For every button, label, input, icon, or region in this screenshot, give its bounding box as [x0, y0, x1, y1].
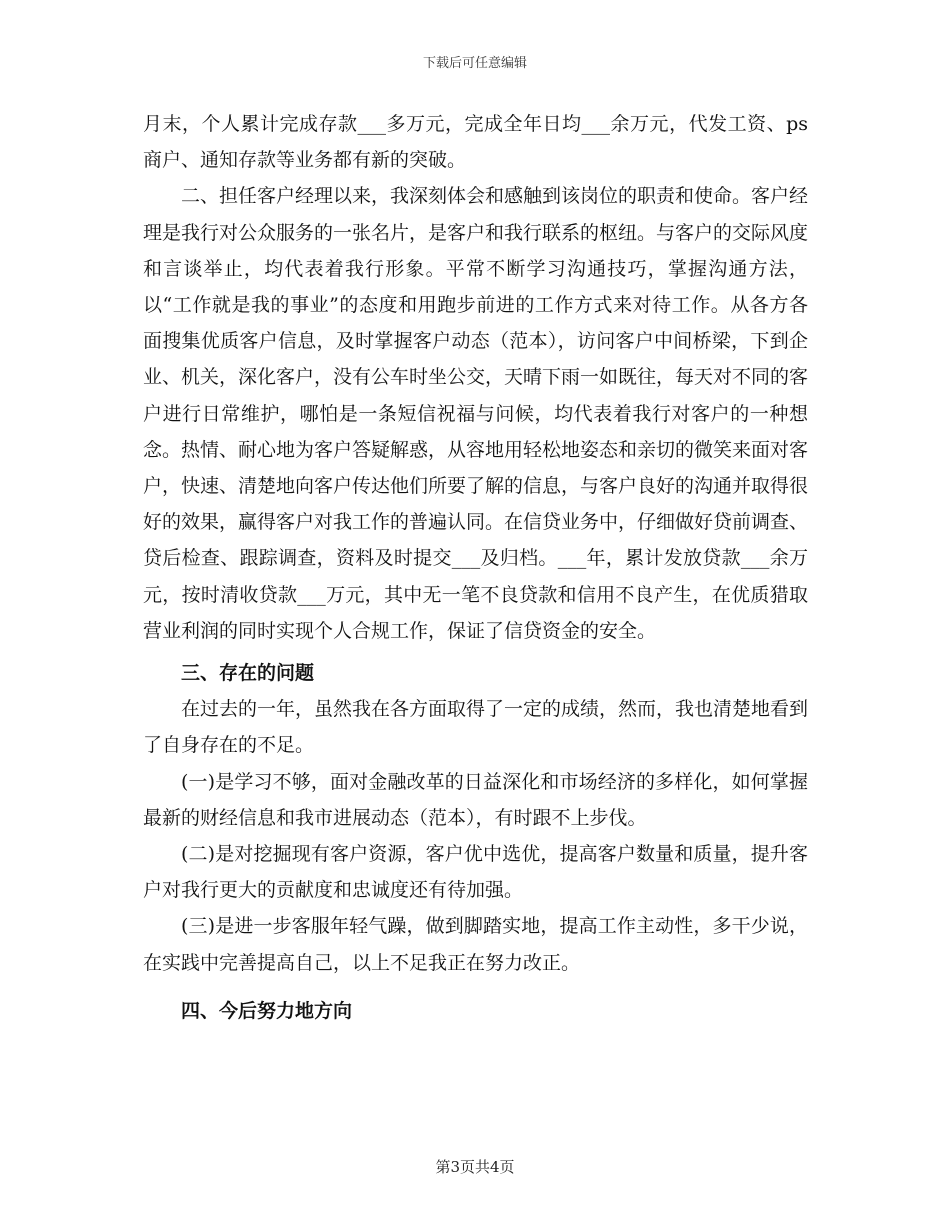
paragraph-5: (二)是对挖掘现有客户资源，客户优中选优，提高客户数量和质量，提升客户对我行更大的贡献度和忠诚度还有待加强。 [143, 843, 808, 902]
paragraph-3: 在过去的一年，虽然我在各方面取得了一定的成绩，然而，我也清楚地看到了自身存在的不足。 [143, 698, 809, 757]
page-header: 下载后可任意编辑 [422, 56, 527, 71]
page-footer: 第3页共4页 [435, 1158, 515, 1176]
paragraph-6: (三)是进一步客服年轻气躁，做到脚踏实地，提高工作主动性，多干少说，在实践中完善提高自己，以上不足我正在努力改正。 [143, 915, 808, 974]
paragraph-4: (一)是学习不够，面对金融改革的日益深化和市场经济的多样化，如何掌握最新的财经信息和我市进展动态（范本），有时跟不上步伐。 [143, 770, 808, 829]
section-heading-3: 三、存在的问题 [181, 662, 315, 685]
paragraph-2: 二、担任客户经理以来，我深刻体会和感触到该岗位的职责和使命。客户经理是我行对公众服务的一张名片，是客户和我行联系的枢纽。与客户的交际风度和言谈举止，均代表着我行形象。平常不断学习沟通技巧，掌握沟通方法，以“工作就是我的事业”的态度和用跑步前进的工作方式来对待工作。从各方各面搜集优质客户信息，及时掌握客户动态（范本），访问客户中间桥梁，下到企业、机关，深化客户，没有公车时坐公交，天晴下雨一如既往，每天对不同的客户进行日常维护，哪怕是一条短信祝福与问候，均代表着我行对客户的一种想念。热情、耐心地为客户答疑解惑，从容地用轻松地姿态和亲切的微笑来面对客户，快速、清楚地向客户传达他们所要了解的信息，与客户良好的沟通并取得很好的效果，赢得客户对我工作的普遍认同。在信贷业务中，仔细做好贷前调查、贷后检查、跟踪调查，资料及时提交___及归档。___年，累计发放贷款___余万元，按时清收贷款___万元，其中无一笔不良贷款和信用不良产生，在优质猎取营业利润的同时实现个人合规工作，保证了信贷资金的安全。 [143, 185, 809, 642]
document-body [143, 106, 808, 1029]
section-heading-4: 四、今后努力地方向 [181, 999, 353, 1022]
paragraph-1: 月末，个人累计完成存款___多万元，完成全年日均___余万元，代发工资、ps商户、通知存款等业务都有新的突破。 [143, 113, 808, 172]
